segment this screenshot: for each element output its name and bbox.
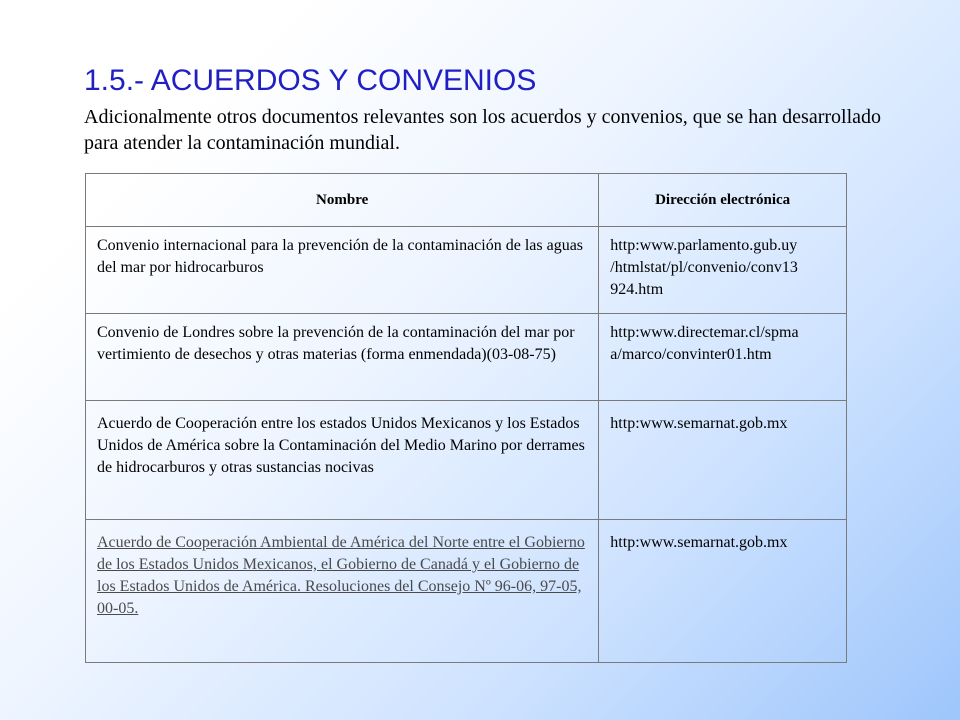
- agreement-url: http:www.directemar.cl/spma a/marco/convinter01.htm: [610, 324, 799, 363]
- agreement-name: Convenio de Londres sobre la prevención de la contaminación del mar por vertimiento de desechos y otras materias (forma enmendada)(03-08-75): [97, 324, 575, 363]
- agreement-name-cell: [86, 227, 599, 314]
- agreement-name: Acuerdo de Cooperación entre los estados Unidos Mexicanos y los Estados Unidos de América sobre la Contaminación del Medio Marino por derrames de hidrocarburos y otras sustancias nocivas: [97, 415, 585, 476]
- header-direccion: Dirección electrónica: [599, 174, 847, 227]
- slide-intro: Adicionalmente otros documentos relevantes son los acuerdos y convenios, que se han desarrollado para atender la contaminación mundial.: [84, 106, 882, 154]
- agreements-table: [85, 173, 847, 663]
- table-row: [86, 227, 847, 314]
- agreement-name-cell: [86, 520, 599, 663]
- agreement-url: http:www.semarnat.gob.mx: [610, 415, 788, 432]
- agreement-url-cell: [599, 520, 847, 663]
- table-row: [86, 520, 847, 663]
- table-header-row: [86, 174, 847, 227]
- table-row: [86, 314, 847, 401]
- header-nombre: Nombre: [86, 174, 599, 227]
- agreement-url: http:www.parlamento.gub.uy /htmlstat/pl/convenio/conv13 924.htm: [610, 237, 798, 298]
- agreement-url-cell: [599, 314, 847, 401]
- slide-title: 1.5.- ACUERDOS Y CONVENIOS: [84, 64, 537, 97]
- agreement-name: Convenio internacional para la prevención de la contaminación de las aguas del mar por hidrocarburos: [97, 237, 584, 276]
- agreement-url-cell: [599, 227, 847, 314]
- agreement-url: http:www.semarnat.gob.mx: [610, 534, 788, 551]
- agreement-name-link[interactable]: Acuerdo de Cooperación Ambiental de América del Norte entre el Gobierno de los Estados Unidos Mexicanos, el Gobierno de Canadá y el Gobierno de los Estados Unidos de América. Resoluciones del Consejo Nº 96-06, 97-05, 00-05.: [97, 534, 585, 617]
- agreement-url-cell: [599, 401, 847, 520]
- table-row: [86, 401, 847, 520]
- agreement-name-cell: [86, 314, 599, 401]
- agreement-name-cell: [86, 401, 599, 520]
